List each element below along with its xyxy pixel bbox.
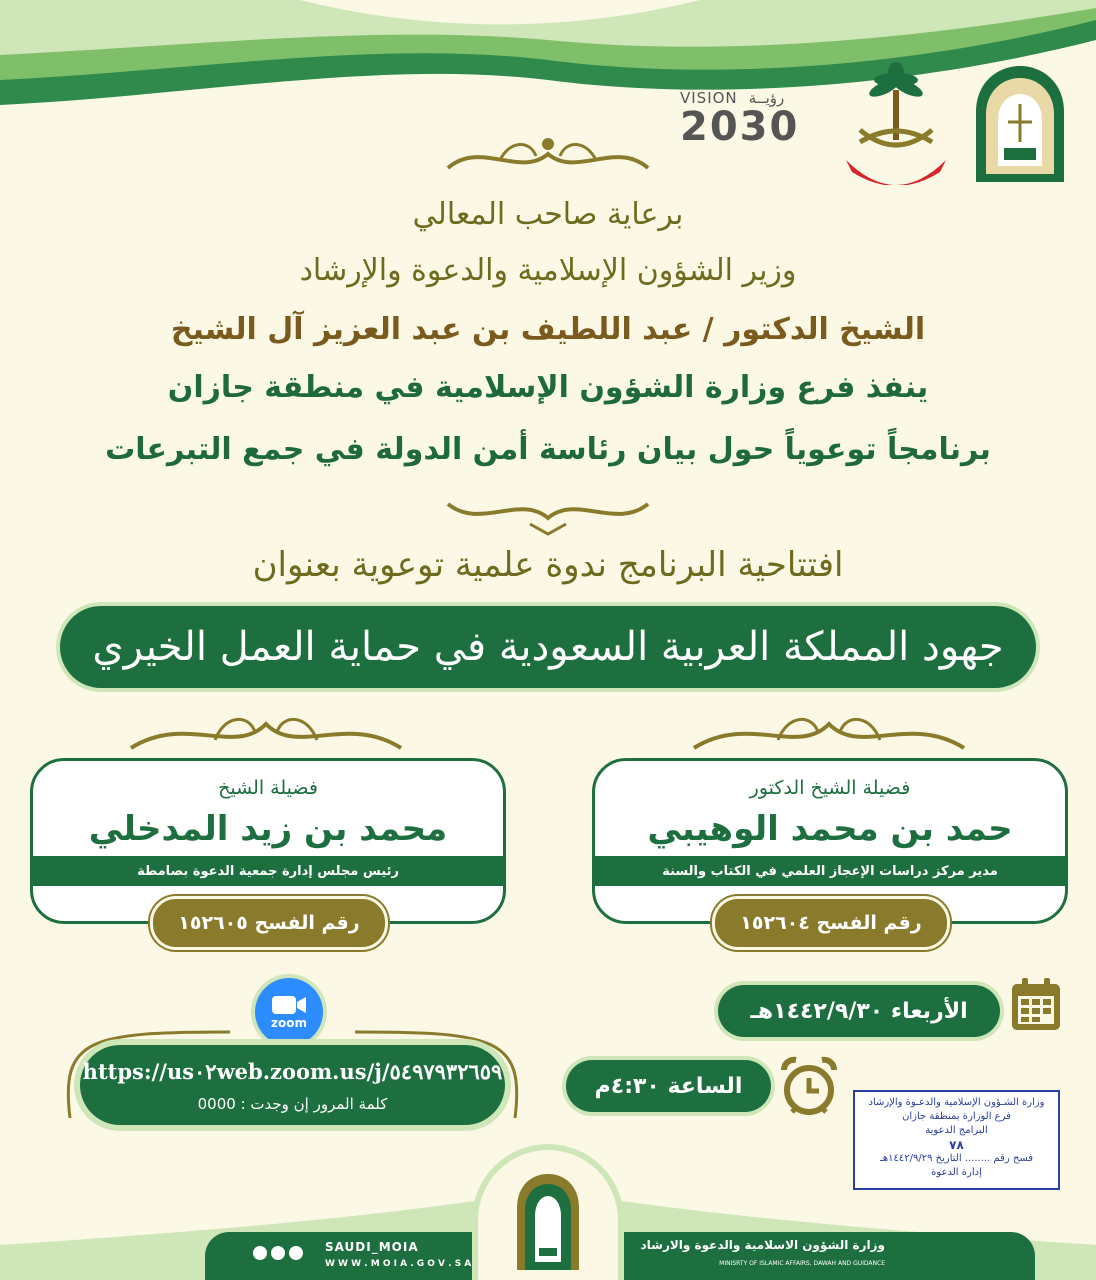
state-security-logo xyxy=(840,60,952,185)
event-time: الساعة ٤:٣٠م xyxy=(566,1060,771,1112)
footer-emblem-frame xyxy=(478,1150,618,1280)
speaker-role-strip: رئيس مجلس إدارة جمعية الدعوة بصامطة xyxy=(30,856,506,886)
stamp-line-branch: فرع الوزارة بمنطقة جازان xyxy=(902,1111,1011,1122)
stamp-number: ٧٨ xyxy=(949,1138,964,1152)
footer-handle[interactable]: SAUDI_MOIA xyxy=(325,1240,419,1254)
zoom-label: zoom xyxy=(271,1016,307,1030)
ornament-speaker-left xyxy=(125,700,407,760)
moia-emblem-icon xyxy=(968,62,1072,187)
ornament-middle xyxy=(440,490,656,538)
header-line-program: برنامجاً توعوياً حول بيان رئاسة أمن الدولة في جمع التبرعات xyxy=(105,432,991,467)
header-line-minister-title: وزير الشؤون الإسلامية والدعوة والإرشاد xyxy=(299,253,797,288)
zoom-password: كلمة المرور إن وجدت : 0000 xyxy=(197,1095,388,1113)
stamp-line-department: إدارة الدعوة xyxy=(931,1167,982,1178)
twitter-icon[interactable] xyxy=(253,1246,267,1260)
footer-ministry-arabic: وزارة الشؤون الاسلامية والدعوة والارشاد xyxy=(640,1238,885,1252)
calendar-icon xyxy=(1010,976,1062,1032)
stamp-line-ministry: وزارة الشـؤون الإسلامية والدعـوة والإرشاد xyxy=(868,1097,1045,1108)
speaker-room-number: رقم الفسح ١٥٢٦٠٥ xyxy=(150,896,388,950)
zoom-info-pill xyxy=(80,1045,505,1125)
speaker-role-strip: مدير مركز دراسات الإعجاز العلمي في الكتاب والسنة xyxy=(592,856,1068,886)
social-icons xyxy=(253,1246,303,1260)
speaker-room-number: رقم الفسح ١٥٢٦٠٤ xyxy=(712,896,950,950)
ornament-speaker-right xyxy=(688,700,970,760)
palm-swords-icon xyxy=(840,60,952,185)
speaker-honorific: فضيلة الشيخ xyxy=(218,777,318,799)
ministry-logo xyxy=(968,62,1072,187)
vision-2030-logo xyxy=(680,88,820,158)
stamp-line-programs: البرامج الدعوية xyxy=(925,1125,988,1136)
footer-ministry-english: MINISRTY OF ISLAMIC AFFAIRS, DAWAH AND GUIDANCE xyxy=(719,1260,885,1267)
program-title-banner: جهود المملكة العربية السعودية في حماية العمل الخيري xyxy=(60,606,1036,688)
zoom-camera-icon xyxy=(271,994,307,1016)
facebook-icon[interactable] xyxy=(289,1246,303,1260)
program-intro: افتتاحية البرنامج ندوة علمية توعوية بعنوان xyxy=(252,545,844,585)
speaker-name: حمد بن محمد الوهيبي xyxy=(647,809,1013,849)
header-line-patronage: برعاية صاحب المعالي xyxy=(412,197,684,232)
speaker-name: محمد بن زيد المدخلي xyxy=(88,809,448,849)
vision-year: 2030 xyxy=(680,104,800,150)
moia-emblem-icon xyxy=(513,1170,583,1270)
vision-arabic: رؤيــة xyxy=(748,89,785,107)
vision-latin: VISION xyxy=(680,89,738,107)
footer-website[interactable]: W W W . M O I A . G O V . S A xyxy=(325,1259,472,1269)
ornament-top xyxy=(440,130,656,180)
event-date: الأربعاء ١٤٤٢/٩/٣٠هـ xyxy=(718,985,1000,1037)
alarm-clock-icon xyxy=(778,1056,840,1118)
zoom-meeting-link[interactable]: https://us٠٢web.zoom.us/j/٥٤٩٧٩٣٢٦٥٩ xyxy=(82,1059,503,1084)
instagram-icon[interactable] xyxy=(271,1246,285,1260)
footer-bar xyxy=(205,1232,1035,1280)
header-line-branch: ينفذ فرع وزارة الشؤون الإسلامية في منطقة جازان xyxy=(167,370,929,405)
speaker-honorific: فضيلة الشيخ الدكتور xyxy=(749,777,911,799)
stamp-line-permit: فسح رقم ........ التاريخ ١٤٤٢/٩/٢٩هـ xyxy=(879,1153,1034,1164)
header-line-minister-name: الشيخ الدكتور / عبد اللطيف بن عبد العزيز آل الشيخ xyxy=(170,312,926,347)
